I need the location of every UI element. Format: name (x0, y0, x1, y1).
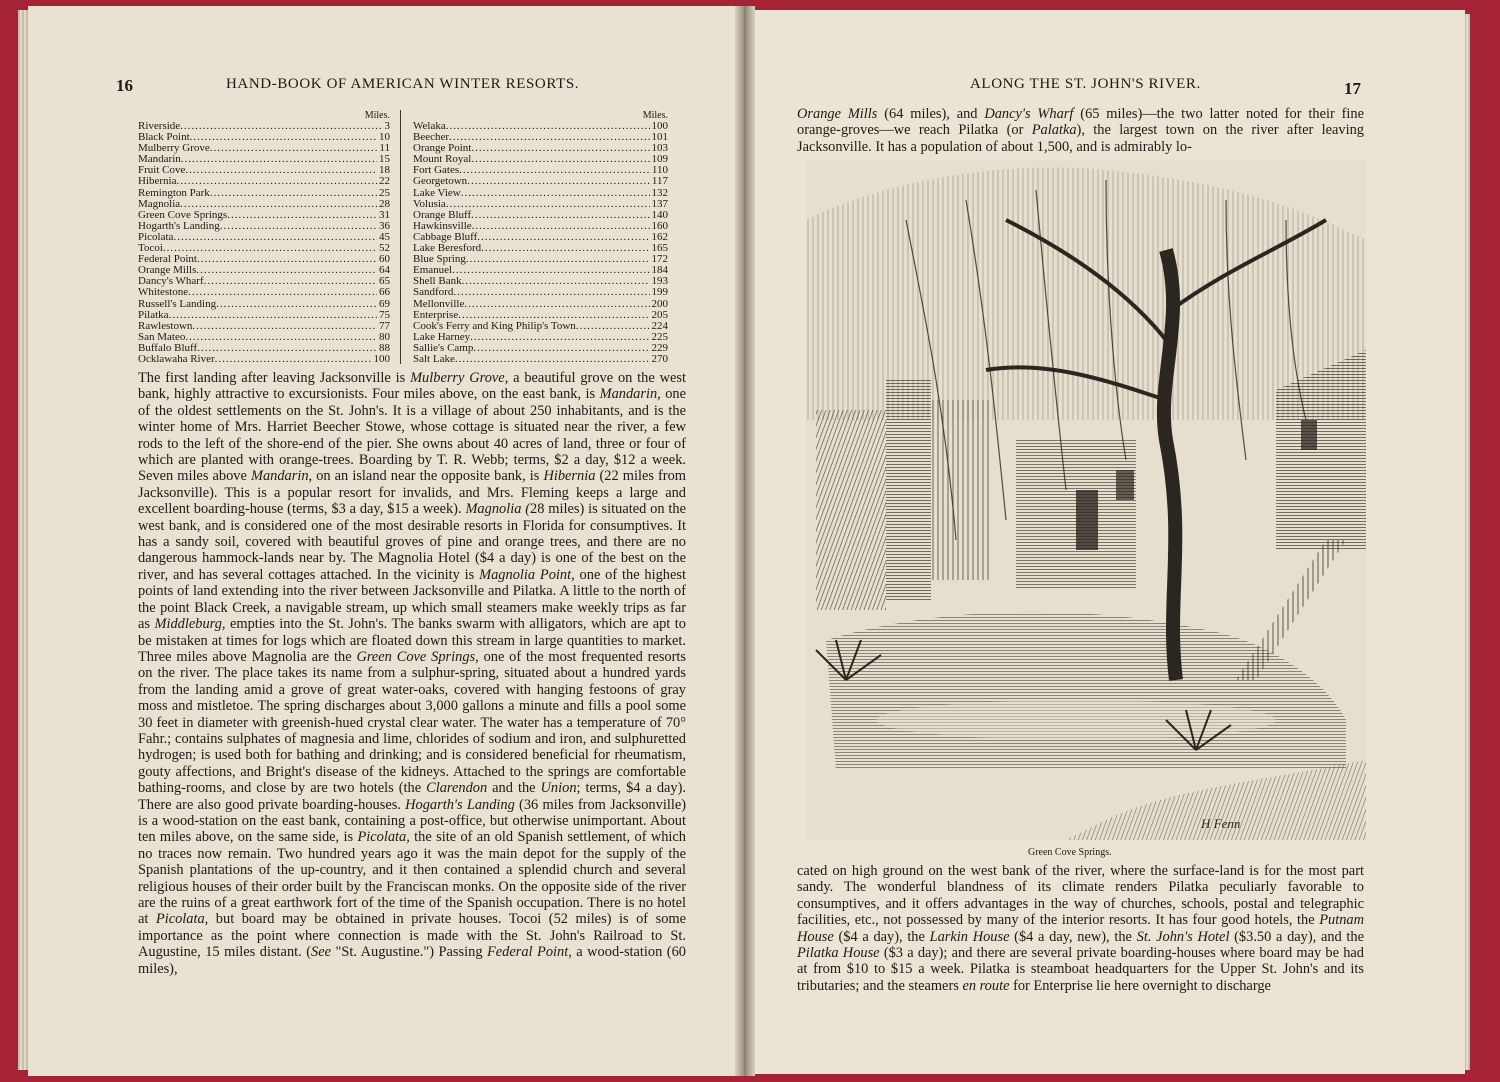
green-cove-springs-engraving (806, 160, 1366, 840)
leader-dots (467, 176, 650, 187)
place-name: Mellonville (413, 298, 465, 310)
leader-dots (481, 243, 649, 254)
table-row (138, 143, 390, 154)
place-name: Fort Gates (413, 165, 460, 177)
leader-dots (180, 121, 382, 132)
illustration-caption: Green Cove Springs. (1028, 847, 1112, 858)
place-name: Cook's Ferry and King Philip's Town (413, 320, 576, 332)
place-name: Green Cove Springs (138, 209, 228, 221)
leader-dots (204, 276, 377, 287)
body-text-right-bottom: cated on high ground on the west bank of the river, where the surface-land is for the most part sandy. The wonderful blandness of its climate renders Pilatka peculiarly favorable to consumptives, and it offers advantages in the way of churches, schools, postal and telegraphic facilities, etc., not possessed by many of the interior resorts. It has four good hotels, the Putnam House ($4 a day), the Larkin House ($4 a day, new), the St. John's Hotel ($3.50 a day), and the Pilatka House ($3 a day); and there are several private boarding-houses where board may be had at from $10 to $15 a week. Pilatka is steamboat headquarters for the Upper St. John's and its tributaries; and the steamers en route for Enterprise lie here overnight to discharge (797, 863, 1364, 994)
table-divider (400, 110, 401, 364)
miles-value: 11 (379, 143, 390, 155)
place-name: Tocoi (138, 243, 163, 255)
leader-dots (452, 265, 649, 276)
table-row (413, 199, 668, 210)
miles-value: 184 (651, 265, 668, 277)
miles-value: 100 (651, 121, 668, 132)
table-row (138, 299, 390, 310)
table-row (413, 143, 668, 154)
table-row (413, 354, 668, 365)
miles-value: 52 (379, 243, 390, 255)
running-header-right: ALONG THE ST. JOHN'S RIVER. (970, 76, 1201, 92)
place-name: Whitestone (138, 287, 189, 299)
place-name: Riverside (138, 121, 181, 132)
place-name: Beecher (413, 132, 450, 144)
table-row (138, 321, 390, 332)
table-row (413, 165, 668, 176)
table-row (413, 232, 668, 243)
table-row (413, 121, 668, 132)
place-name: Volusia (413, 198, 446, 210)
miles-header-right: Miles. (642, 110, 668, 121)
place-name: Mandarin (138, 154, 181, 166)
miles-value: 88 (379, 342, 390, 354)
table-row (138, 243, 390, 254)
miles-value: 31 (379, 209, 390, 221)
place-name: Lake View (413, 187, 461, 199)
table-row (138, 154, 390, 165)
miles-value: 193 (651, 276, 668, 288)
miles-value: 80 (379, 331, 390, 343)
table-row (138, 132, 390, 143)
leader-dots (220, 221, 377, 232)
miles-value: 69 (379, 298, 390, 310)
leader-dots (196, 265, 377, 276)
table-row (413, 276, 668, 287)
miles-value: 100 (373, 353, 390, 365)
table-row (138, 210, 390, 221)
leader-dots (227, 210, 377, 221)
leader-dots (169, 310, 377, 321)
table-row (138, 188, 390, 199)
miles-value: 109 (651, 154, 668, 166)
table-row (413, 310, 668, 321)
leader-dots (471, 210, 649, 221)
place-name: Fruit Cove (138, 165, 186, 177)
leader-dots (190, 132, 377, 143)
place-name: Picolata (138, 231, 174, 243)
miles-value: 110 (651, 165, 668, 177)
leader-dots (470, 332, 649, 343)
leader-dots (462, 276, 650, 287)
table-row (138, 276, 390, 287)
place-name: Enterprise (413, 309, 459, 321)
miles-value: 28 (379, 198, 390, 210)
table-row (138, 221, 390, 232)
leader-dots (197, 343, 377, 354)
body-text-left: The first landing after leaving Jacksonville is Mulberry Grove, a beautiful grove on the west bank, highly attractive to excursionists. Four miles above, on the east bank, is Mandarin, one of the oldest settlements on the St. John's. It is a village of about 250 inhabitants, and is the winter home of Mrs. Harriet Beecher Stowe, whose cottage is situated near the river, a few rods to the left of the shore-end of the pier. She owns about 40 acres of land, three or four of which are planted with orange-trees. Boarding by T. R. Webb; terms, $2 a day, $12 a week. Seven miles above Mandarin, on an island near the opposite bank, is Hibernia (22 miles from Jacksonville). This is a popular resort for invalids, and Mrs. Fleming keeps a large and excellent boarding-house (terms, $3 a day, $15 a week). Magnolia (28 miles) is situated on the west bank, and is considered one of the most desirable resorts in Florida for consumptives. It has a sandy soil, covered with beautiful groves of pine and orange trees, and there are no dangerous hammock-lands near by. The Magnolia Hotel ($4 a day) is one of the best on the river, and has several cottages attached. In the vicinity is Magnolia Point, one of the highest points of land extending into the river between Jacksonville and Pilatka. A little to the north of the point Black Creek, a navigable stream, up which small steamers make weekly trips as far as Middleburg, empties into the St. John's. The banks swarm with alligators, which are apt to be mistaken at times for logs which are floated down this stream in large quantities to market. Three miles above Magnolia are the Green Cove Springs, one of the most frequented resorts on the river. The place takes its name from a sulphur-spring, situated about a hundred yards from the landing amid a grove of great water-oaks, covered with hanging festoons of gray moss and mistletoe. The spring discharges about 3,000 gallons a minute and fills a pool some 30 feet in diameter with greenish-hued crystal clear water. The water has a temperature of 70° Fahr.; contains sulphates of magnesia and lime, chlorides of sodium and iron, and sulphuretted hydrogen; is used both for bathing and drinking; and is considered beneficial for rheumatism, gouty affections, and Bright's disease of the kidneys. Attached to the springs are comfortable bathing-rooms, and close by are two hotels (the Clarendon and the Union; terms, $4 a day). There are also good private boarding-houses. Hogarth's Landing (36 miles from Jacksonville) is a wood-station on the east bank, containing a post-office, but otherwise unimportant. About ten miles above, on the same side, is Picolata, the site of an old Spanish settlement, of which no traces now remain. Two hundred years ago it was the main depot for the supply of the Spanish plantations of the up-country, and it then contained a splendid church and several religious houses of their order built by the Franciscan monks. On the opposite side of the river are the ruins of a great earthwork fort of the time of the Spanish occupation. There is no hotel at Picolata, but board may be obtained in private houses. Tocoi (52 miles) is of some importance as the point where connection is made with the St. John's Railroad to St. Augustine, 15 miles distant. (See "St. Augustine.") Passing Federal Point, a wood-station (60 miles), (138, 370, 686, 977)
place-name: Dancy's Wharf (138, 276, 204, 288)
leader-dots (446, 121, 650, 132)
table-row (138, 165, 390, 176)
place-name: Sandford (413, 287, 454, 299)
distance-table (138, 110, 668, 366)
miles-value: 229 (651, 342, 668, 354)
place-name: Hibernia (138, 176, 177, 188)
table-row (138, 199, 390, 210)
miles-value: 199 (651, 287, 668, 299)
place-name: Salt Lake (413, 353, 455, 365)
miles-value: 3 (384, 121, 390, 132)
place-name: Lake Harney (413, 331, 471, 343)
page-number-left: 16 (116, 76, 133, 95)
table-row (138, 332, 390, 343)
leader-dots (471, 154, 649, 165)
place-name: Mulberry Grove (138, 143, 210, 155)
miles-value: 15 (379, 154, 390, 166)
table-row (413, 132, 668, 143)
leader-dots (192, 321, 377, 332)
table-row (413, 188, 668, 199)
leader-dots (458, 310, 649, 321)
miles-value: 60 (379, 254, 390, 266)
miles-value: 25 (379, 187, 390, 199)
place-name: Emanuel (413, 265, 453, 277)
miles-value: 64 (379, 265, 390, 277)
leader-dots (188, 287, 377, 298)
place-name: Welaka (413, 121, 446, 132)
center-house (1016, 440, 1136, 590)
leader-dots (455, 354, 650, 365)
table-row (413, 176, 668, 187)
miles-header-left: Miles. (364, 110, 390, 121)
place-name: Hogarth's Landing (138, 220, 220, 232)
miles-value: 132 (651, 187, 668, 199)
miles-value: 224 (651, 320, 668, 332)
place-name: Magnolia (138, 198, 181, 210)
table-row (413, 321, 668, 332)
leader-dots (210, 143, 378, 154)
miles-value: 270 (651, 353, 668, 365)
leader-dots (176, 176, 377, 187)
place-name: Orange Bluff (413, 209, 472, 221)
page-number-right: 17 (1344, 79, 1361, 98)
miles-value: 117 (651, 176, 668, 188)
miles-value: 165 (651, 243, 668, 255)
running-header-left: HAND-BOOK OF AMERICAN WINTER RESORTS. (226, 76, 580, 92)
miles-value: 162 (651, 231, 668, 243)
place-name: Cabbage Bluff (413, 231, 478, 243)
distance-column-left (138, 110, 390, 365)
place-name: Pilatka (138, 309, 169, 321)
table-row (413, 265, 668, 276)
place-name: Hawkinsville (413, 220, 472, 232)
table-row (413, 343, 668, 354)
leader-dots (210, 188, 377, 199)
leader-dots (459, 165, 650, 176)
leader-dots (181, 154, 377, 165)
miles-value: 200 (651, 298, 668, 310)
leader-dots (215, 354, 372, 365)
body-text-right-top: Orange Mills (64 miles), and Dancy's Wharf (65 miles)—the two latter noted for their fine orange-groves—we reach Pilatka (or Palatka), the largest town on the river after leaving Jacksonville. It has a population of about 1,500, and is admirably lo- (797, 106, 1364, 155)
leader-dots (461, 188, 650, 199)
miles-value: 45 (379, 231, 390, 243)
place-name: Sallie's Camp (413, 342, 474, 354)
miles-value: 140 (651, 209, 668, 221)
place-name: Black Point (138, 132, 190, 144)
table-row (138, 176, 390, 187)
place-name: Ocklawaha River (138, 353, 215, 365)
leader-dots (173, 232, 377, 243)
place-name: Orange Mills (138, 265, 197, 277)
table-row (138, 265, 390, 276)
place-name: Georgetown (413, 176, 468, 188)
leader-dots (453, 287, 649, 298)
leader-dots (449, 132, 649, 143)
place-name: Orange Point (413, 143, 472, 155)
table-row (138, 254, 390, 265)
miles-value: 22 (379, 176, 390, 188)
table-row (413, 243, 668, 254)
miles-value: 101 (651, 132, 668, 144)
miles-value: 205 (651, 309, 668, 321)
place-name: Federal Point (138, 254, 197, 266)
miles-value: 103 (651, 143, 668, 155)
miles-value: 36 (379, 220, 390, 232)
miles-value: 10 (379, 132, 390, 144)
leader-dots (464, 299, 649, 310)
leader-dots (446, 199, 650, 210)
miles-value: 137 (651, 198, 668, 210)
table-row (138, 232, 390, 243)
place-name: Russell's Landing (138, 298, 217, 310)
place-name: Remington Park (138, 187, 210, 199)
leader-dots (477, 232, 649, 243)
table-row (413, 221, 668, 232)
place-name: Blue Spring (413, 254, 466, 266)
leader-dots (466, 254, 650, 265)
left-buildings (816, 380, 991, 610)
leader-dots (185, 332, 377, 343)
leader-dots (216, 299, 377, 310)
table-row (138, 354, 390, 365)
book-gutter (735, 6, 755, 1076)
miles-value: 18 (379, 165, 390, 177)
place-name: Buffalo Bluff (138, 342, 198, 354)
table-row (138, 121, 390, 132)
miles-value: 77 (379, 320, 390, 332)
leader-dots (472, 221, 650, 232)
miles-value: 75 (379, 309, 390, 321)
miles-value: 160 (651, 220, 668, 232)
leader-dots (473, 343, 649, 354)
table-row (413, 210, 668, 221)
leader-dots (197, 254, 377, 265)
table-row (413, 332, 668, 343)
table-row (413, 287, 668, 298)
distance-column-right (413, 110, 668, 365)
table-row (138, 343, 390, 354)
artist-signature: H Fenn (1201, 816, 1241, 831)
table-row (138, 310, 390, 321)
miles-value: 172 (651, 254, 668, 266)
leader-dots (185, 165, 377, 176)
leader-dots (163, 243, 377, 254)
place-name: Lake Beresford (413, 243, 482, 255)
place-name: Mount Royal (413, 154, 472, 166)
table-row (138, 287, 390, 298)
table-row (413, 154, 668, 165)
place-name: Rawlestown (138, 320, 193, 332)
leader-dots (180, 199, 377, 210)
table-row (413, 299, 668, 310)
place-name: Shell Bank (413, 276, 462, 288)
leader-dots (576, 321, 650, 332)
place-name: San Mateo (138, 331, 186, 343)
miles-value: 66 (379, 287, 390, 299)
miles-value: 65 (379, 276, 390, 288)
table-row (413, 254, 668, 265)
leader-dots (471, 143, 649, 154)
miles-value: 225 (651, 331, 668, 343)
